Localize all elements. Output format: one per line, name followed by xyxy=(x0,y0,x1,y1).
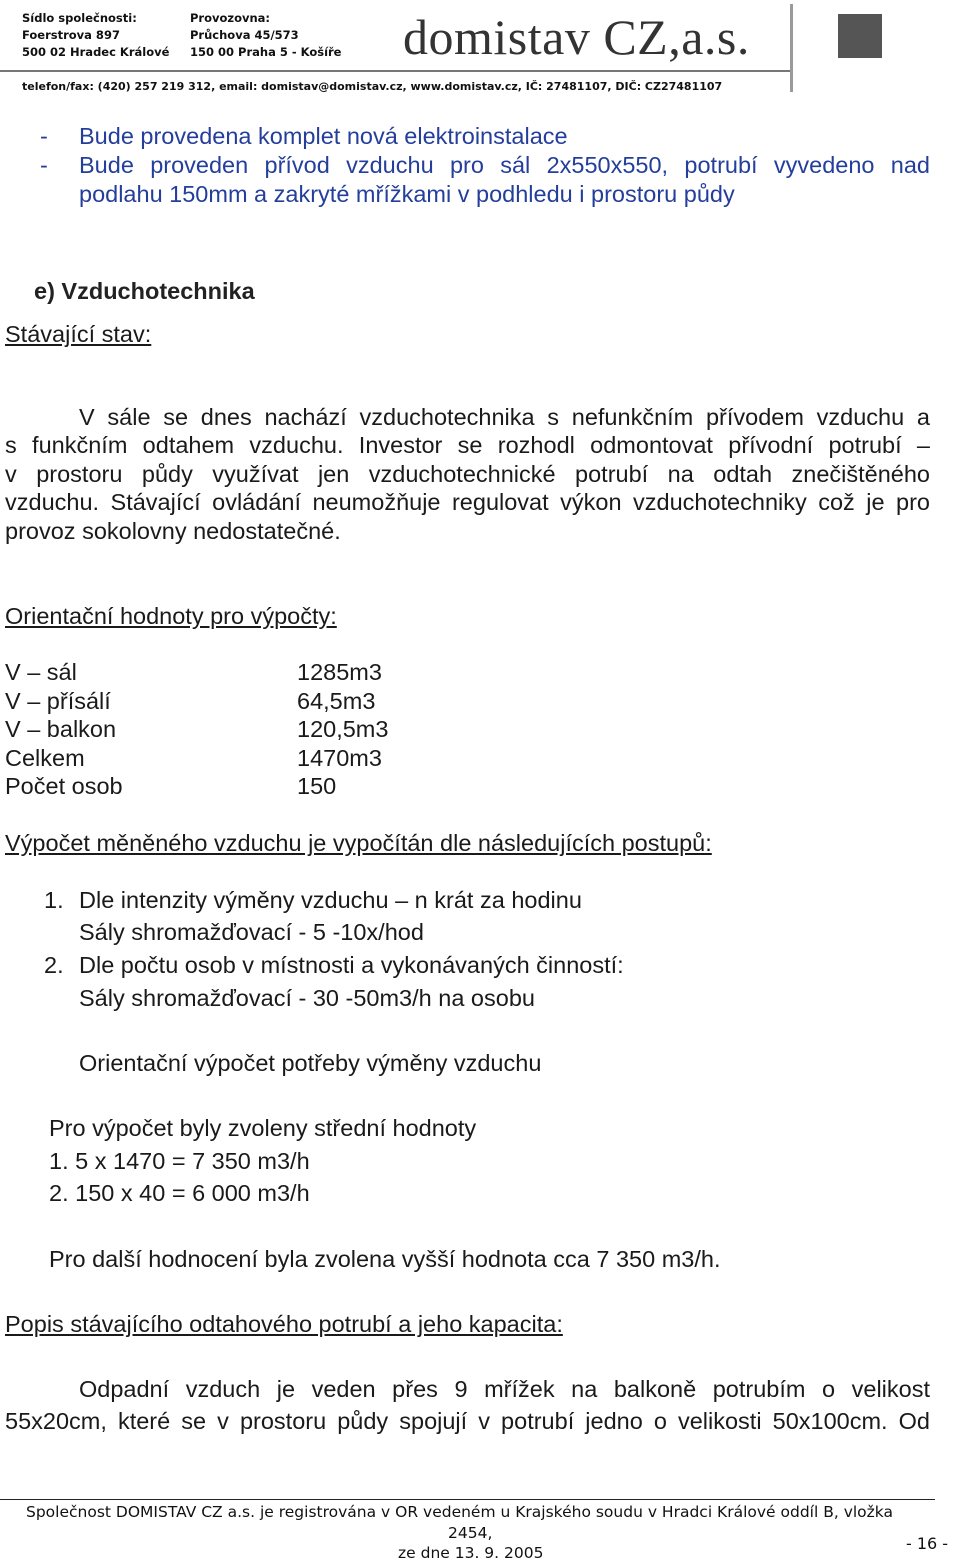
method-2-sub: Sály shromažďovací - 30 -50m3/h na osobu xyxy=(79,985,535,1011)
value-amount: 1285m3 xyxy=(297,659,382,685)
method-number: 2. xyxy=(44,952,64,978)
conclusion: Pro další hodnocení byla zvolena vyšší hodnota cca 7 350 m3/h. xyxy=(49,1246,721,1272)
paragraph-line: v prostoru půdy využívat jen vzduchotechnické potrubí na odtah znečištěného xyxy=(5,461,930,487)
method-2: Dle počtu osob v místnosti a vykonávaných činností: xyxy=(79,952,624,978)
footer-date: ze dne 13. 9. 2005 xyxy=(398,1544,544,1562)
method-1: Dle intenzity výměny vzduchu – n krát za hodinu xyxy=(79,887,582,913)
footer-registration: Společnost DOMISTAV CZ a.s. je registrována v OR vedeném u Krajského soudu v Hradci Králové oddíl B, vložka xyxy=(26,1503,894,1521)
value-label: Celkem xyxy=(5,745,85,771)
paragraph-line: V sále se dnes nachází vzduchotechnika s nefunkčním přívodem vzduchu a xyxy=(79,404,930,430)
list-item-2-line-1: Bude proveden přívod vzduchu pro sál 2x550x550, potrubí vyvedeno nad xyxy=(79,152,930,178)
calc-2: 2. 150 x 40 = 6 000 m3/h xyxy=(49,1180,310,1206)
header-rule xyxy=(0,70,790,72)
sidlo-city: 500 02 Hradec Králové xyxy=(22,45,170,59)
logo-divider xyxy=(790,4,793,92)
value-amount: 1470m3 xyxy=(297,745,382,771)
paragraph-line: vzduchu. Stávající ovládání neumožňuje regulovat výkon vzduchotechniky což je pro xyxy=(5,489,930,515)
orientation-label: Orientační hodnoty pro výpočty: xyxy=(5,603,337,629)
value-label: V – sál xyxy=(5,659,77,685)
calc-label: Výpočet měněného vzduchu je vypočítán dle následujících postupů: xyxy=(5,830,712,856)
exhaust-line-2: 55x20cm, které se v prostoru půdy spojují v potrubí jedno o velikosti 50x100cm. Od xyxy=(5,1408,930,1434)
contact-line: telefon/fax: (420) 257 219 312, email: domistav@domistav.cz, www.domistav.cz, IČ: 27481107, DIČ: CZ27481107 xyxy=(22,80,723,93)
provozovna-title: Provozovna: xyxy=(190,11,271,25)
page-number: - 16 - xyxy=(906,1534,949,1553)
list-dash: - xyxy=(40,152,48,178)
method-number: 1. xyxy=(44,887,64,913)
method-1-sub: Sály shromažďovací - 5 -10x/hod xyxy=(79,919,424,945)
footer-registration-number: 2454, xyxy=(448,1524,493,1542)
footer-rule xyxy=(0,1499,935,1500)
exhaust-line-1: Odpadní vzduch je veden přes 9 mřížek na balkoně potrubím o velikost xyxy=(79,1376,930,1402)
value-label: V – balkon xyxy=(5,716,117,742)
orient-calc-heading: Orientační výpočet potřeby výměny vzduchu xyxy=(79,1050,542,1076)
chosen-values: Pro výpočet byly zvoleny střední hodnoty xyxy=(49,1115,477,1141)
sidlo-street: Foerstrova 897 xyxy=(22,28,120,42)
exhaust-label: Popis stávajícího odtahového potrubí a jeho kapacita: xyxy=(5,1311,563,1337)
value-amount: 120,5m3 xyxy=(297,716,389,742)
paragraph-line: provoz sokolovny nedostatečné. xyxy=(5,518,341,544)
current-state-label: Stávající stav: xyxy=(5,321,152,347)
provozovna-city: 150 00 Praha 5 - Košíře xyxy=(190,45,342,59)
value-amount: 150 xyxy=(297,773,337,799)
section-heading: e) Vzduchotechnika xyxy=(34,278,255,304)
sidlo-title: Sídlo společnosti: xyxy=(22,11,137,25)
list-item-1: Bude provedena komplet nová elektroinstalace xyxy=(79,123,568,149)
provozovna-street: Průchova 45/573 xyxy=(190,28,299,42)
logo-square xyxy=(838,14,882,58)
calc-1: 1. 5 x 1470 = 7 350 m3/h xyxy=(49,1148,310,1174)
value-amount: 64,5m3 xyxy=(297,688,376,714)
paragraph-line: s funkčním odtahem vzduchu. Investor se rozhodl odmontovat přívodní potrubí – xyxy=(5,432,930,458)
value-label: Počet osob xyxy=(5,773,123,799)
list-dash: - xyxy=(40,123,48,149)
value-label: V – přísálí xyxy=(5,688,111,714)
company-logo: domistav CZ,a.s. xyxy=(403,9,750,65)
list-item-2-line-2: podlahu 150mm a zakryté mřížkami v podhledu i prostoru půdy xyxy=(79,181,735,207)
